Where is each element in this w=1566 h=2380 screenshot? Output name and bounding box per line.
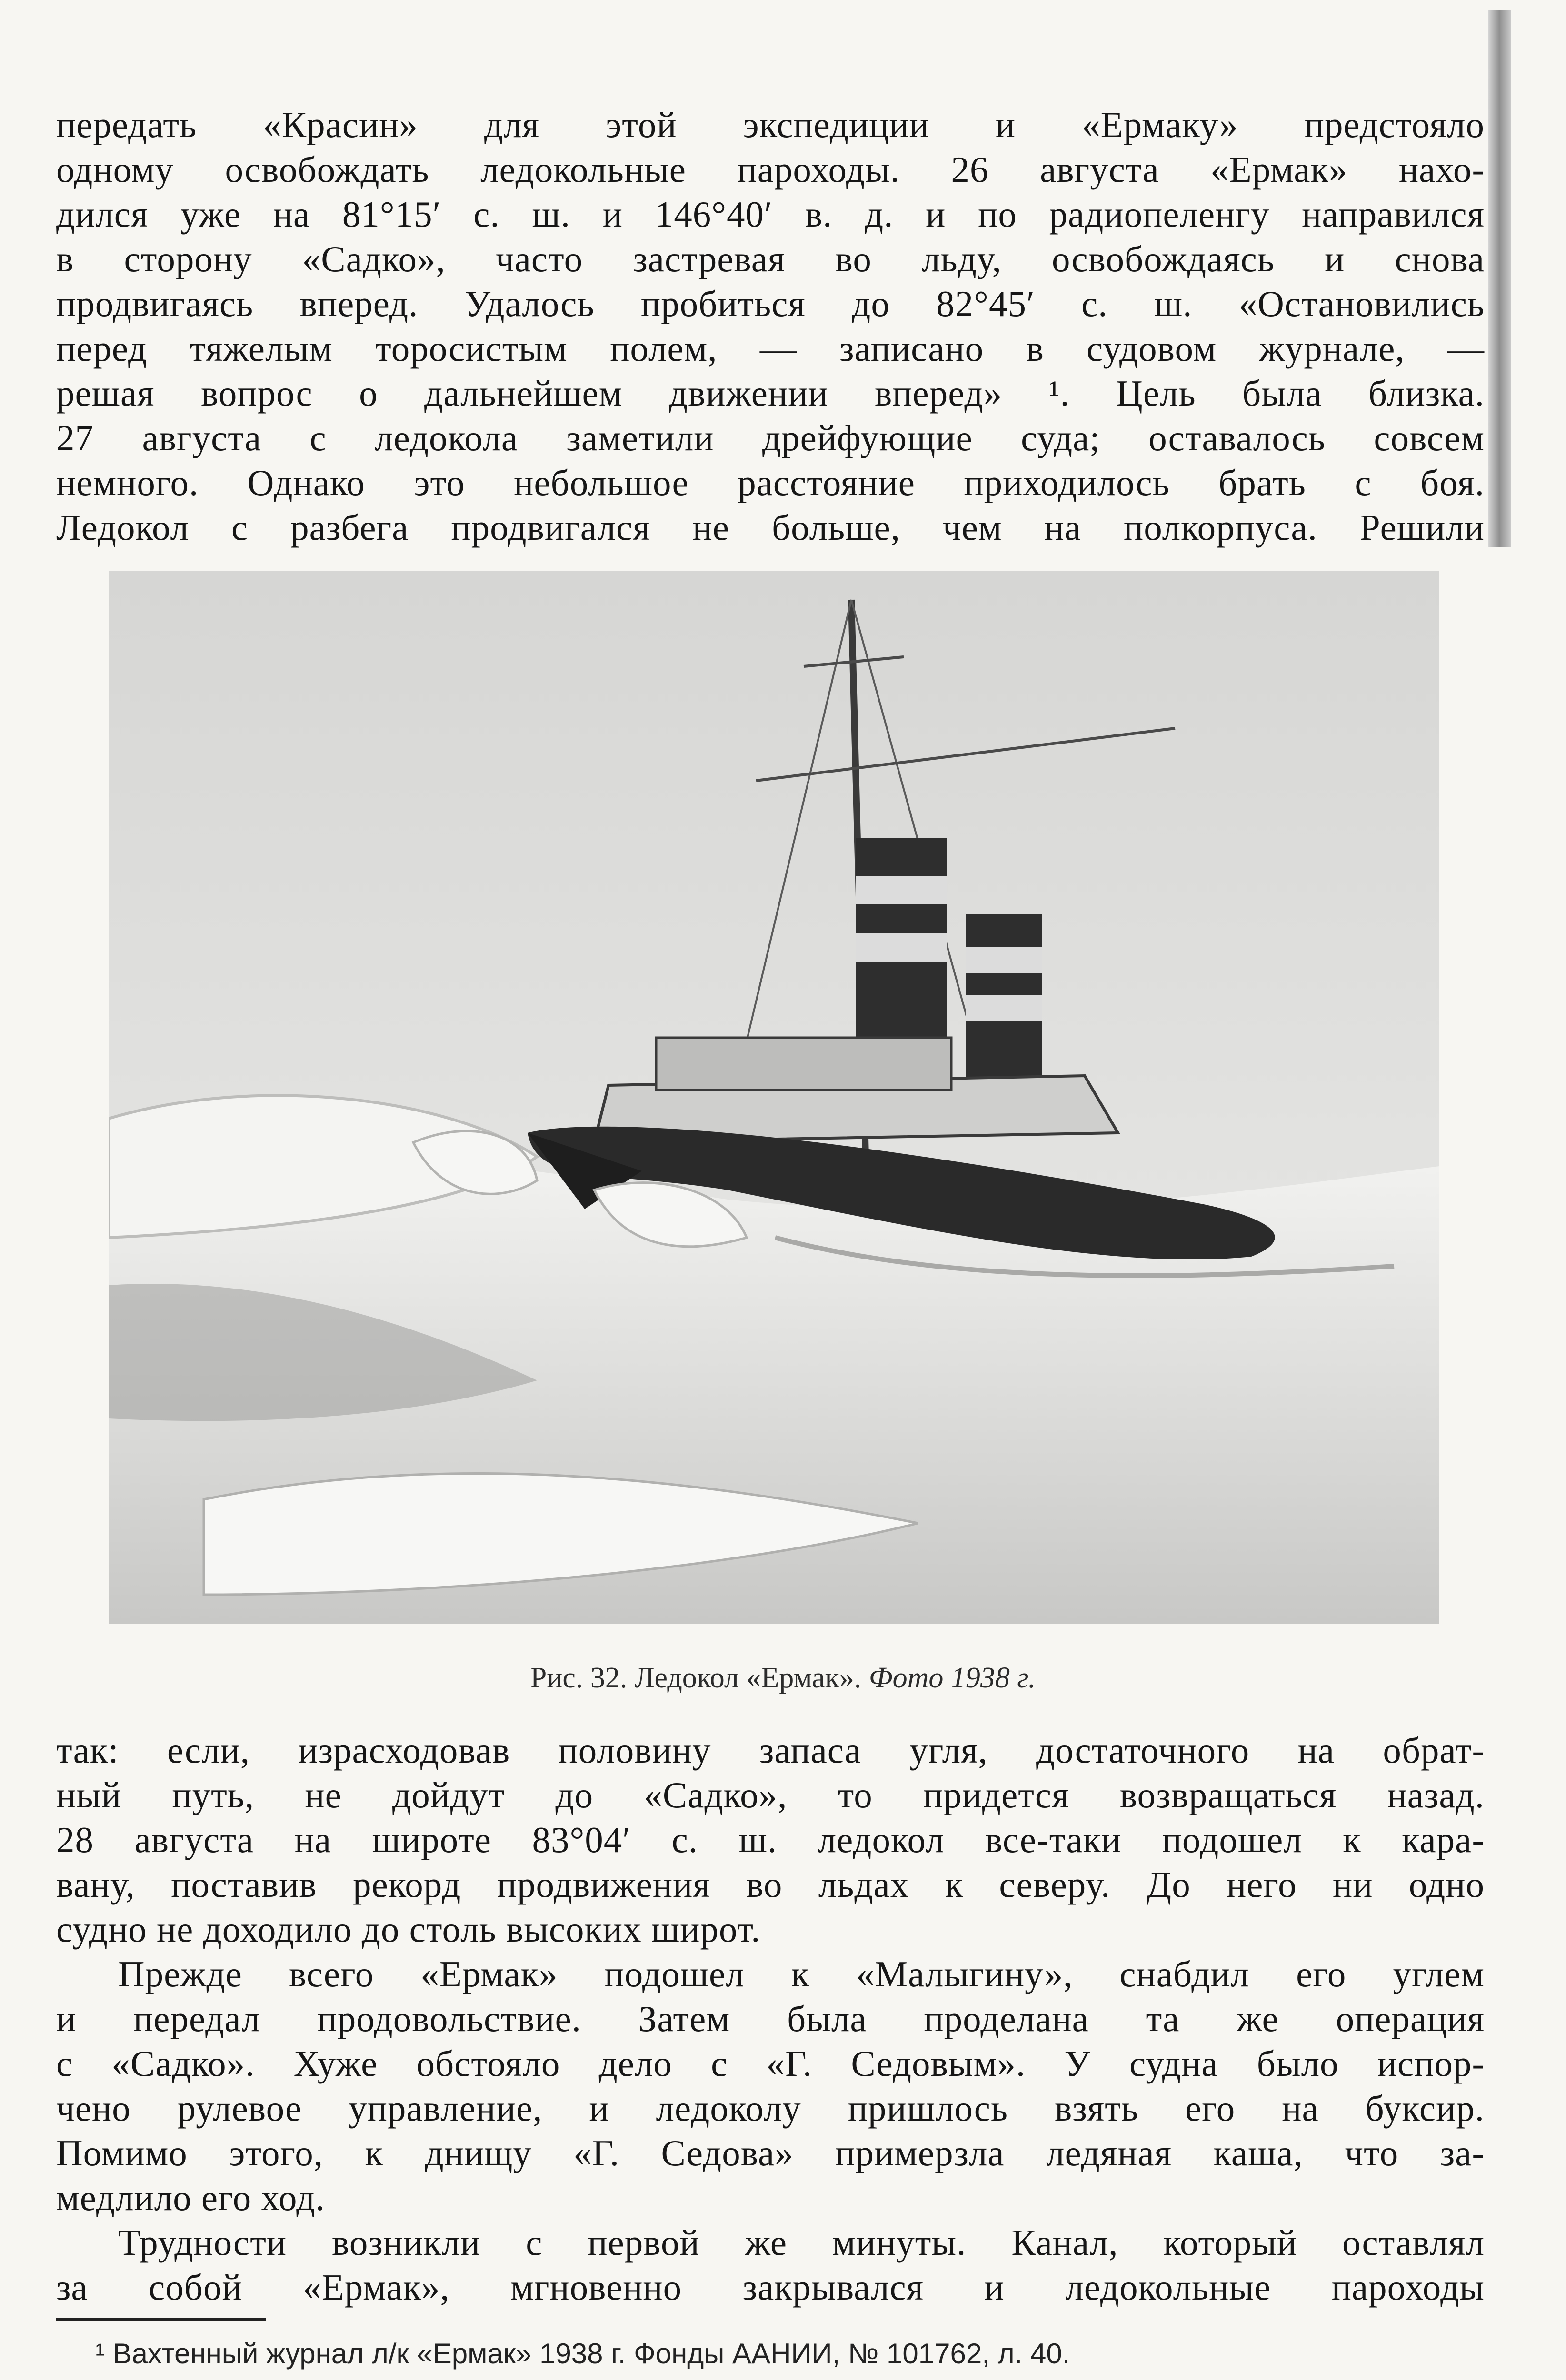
text-line: немного. Однако это небольшое расстояние приходилось брать с боя.	[56, 462, 1485, 503]
text-line: 28 августа на широте 83°04′ с. ш. ледокол все-таки подошел к кара-	[56, 1819, 1485, 1860]
text-line: вану, поставив рекорд продвижения во льдах к северу. До него ни одно	[56, 1864, 1485, 1905]
text-line: решая вопрос о дальнейшем движении вперед» ¹. Цель была близка.	[56, 373, 1485, 414]
text-line: передать «Красин» для этой экспедиции и «Ермаку» предстояло	[56, 104, 1485, 145]
text-line: медлило его ход.	[56, 2177, 325, 2218]
paragraph-after-figure	[56, 1728, 1485, 2310]
text-line: Прежде всего «Ермак» подошел к «Малыгину», снабдил его углем	[118, 1954, 1485, 1994]
footnote-rule	[56, 2318, 266, 2320]
text-line: с «Садко». Хуже обстояло дело с «Г. Седовым». У судна было испор-	[56, 2043, 1485, 2084]
footnote: ¹ Вахтенный журнал л/к «Ермак» 1938 г. Фонды ААНИИ, № 101762, л. 40.	[95, 2338, 1070, 2370]
figure-caption	[0, 1661, 1566, 1695]
icebreaker-illustration	[109, 571, 1439, 1624]
text-line: перед тяжелым торосистым полем, — записано в судовом журнале, —	[56, 328, 1485, 369]
text-line: в сторону «Садко», часто застревая во льду, освобождаясь и снова	[56, 238, 1485, 279]
page-edge-shadow	[1488, 10, 1511, 547]
text-line: 27 августа с ледокола заметили дрейфующие суда; оставалось совсем	[56, 417, 1485, 458]
text-line: ный путь, не дойдут до «Садко», то придется возвращаться назад.	[56, 1775, 1485, 1815]
text-line: судно не доходило до столь высоких широт.	[56, 1909, 761, 1950]
text-line: так: если, израсходовав половину запаса угля, достаточного на обрат-	[56, 1730, 1485, 1771]
text-line: за собой «Ермак», мгновенно закрывался и ледокольные пароходы	[56, 2267, 1485, 2308]
caption-main: Рис. 32. Ледокол «Ермак».	[530, 1662, 862, 1694]
text-line: чено рулевое управление, и ледоколу пришлось взять его на буксир.	[56, 2088, 1485, 2129]
text-line: одному освобождать ледокольные пароходы. 26 августа «Ермак» нахо-	[56, 149, 1485, 190]
icebreaker-photo	[109, 571, 1439, 1624]
text-line: и передал продовольствие. Затем была проделана та же операция	[56, 1998, 1485, 2039]
text-line: Ледокол с разбега продвигался не больше, чем на полкорпуса. Решили	[56, 507, 1485, 548]
paragraph-top	[56, 102, 1485, 550]
text-line: продвигаясь вперед. Удалось пробиться до 82°45′ с. ш. «Остановились	[56, 283, 1485, 324]
caption-italic: Фото 1938 г.	[868, 1662, 1036, 1694]
text-line: дился уже на 81°15′ с. ш. и 146°40′ в. д. и по радиопеленгу направился	[56, 194, 1485, 235]
text-line: Трудности возникли с первой же минуты. Канал, который оставлял	[118, 2222, 1485, 2263]
text-line: Помимо этого, к днищу «Г. Седова» примерзла ледяная каша, что за-	[56, 2132, 1485, 2173]
